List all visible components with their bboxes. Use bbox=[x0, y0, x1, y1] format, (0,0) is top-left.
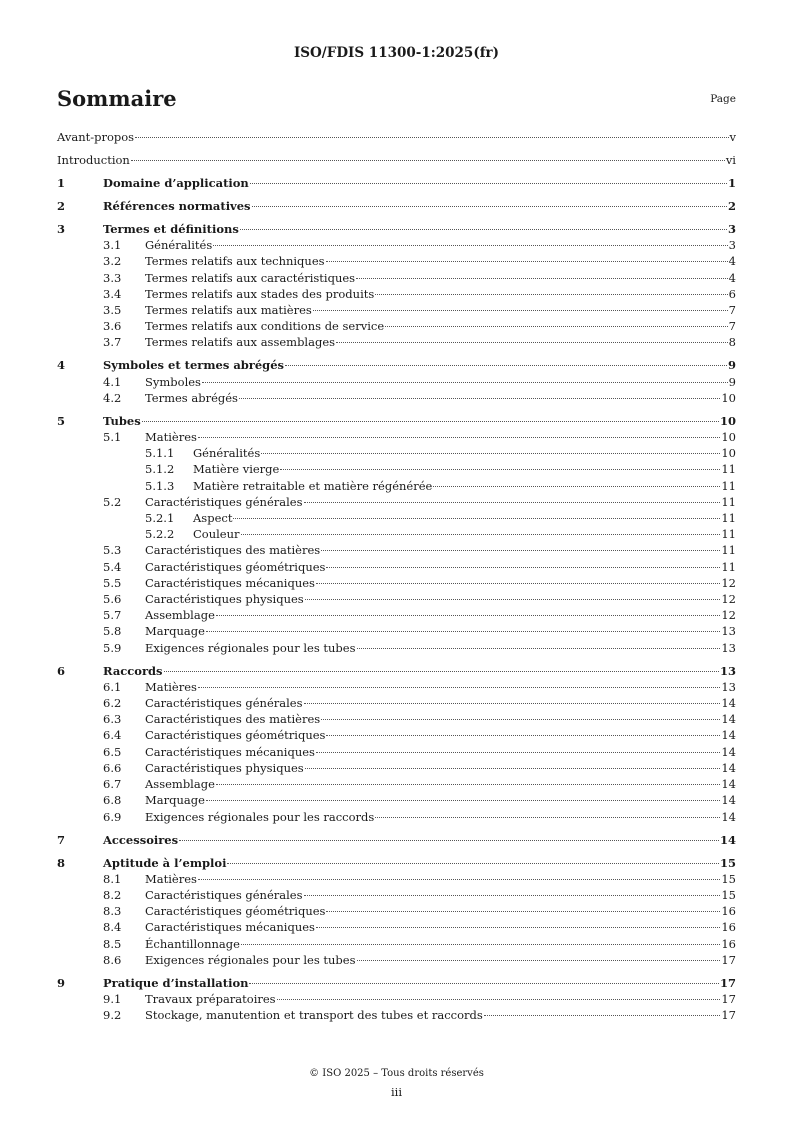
toc-dot-leader bbox=[321, 550, 720, 551]
toc-entry-label[interactable]: Généralités bbox=[193, 446, 261, 461]
toc-entry-page[interactable]: 17 bbox=[721, 952, 736, 967]
toc-entry[interactable] bbox=[57, 640, 736, 656]
toc-dot-leader bbox=[239, 398, 720, 399]
toc-entry-number: 5.6 bbox=[103, 592, 122, 607]
toc-dot-leader bbox=[250, 183, 727, 184]
toc-entry-number: 8.6 bbox=[103, 952, 122, 967]
toc-entry-label[interactable]: Couleur bbox=[193, 527, 240, 542]
toc-entry[interactable] bbox=[57, 542, 736, 558]
toc-entry-label[interactable]: Exigences régionales pour les raccords bbox=[145, 809, 375, 824]
toc-entry-number: 5.1.3 bbox=[145, 478, 175, 493]
toc-entry-number: 5.2 bbox=[103, 494, 122, 509]
toc-dot-leader bbox=[206, 800, 720, 801]
toc-dot-leader bbox=[316, 927, 720, 928]
toc-dot-leader bbox=[241, 534, 721, 535]
toc-dot-leader bbox=[304, 502, 721, 503]
toc-dot-leader bbox=[179, 840, 719, 841]
toc-entry-label[interactable]: Matières bbox=[145, 430, 197, 445]
toc-dot-leader bbox=[433, 486, 720, 487]
toc-entry-label[interactable]: Aspect bbox=[193, 511, 233, 526]
toc-entry-page[interactable]: 4 bbox=[728, 270, 736, 285]
toc-entry-page[interactable]: 13 bbox=[719, 663, 736, 678]
toc-entry-number: 5.4 bbox=[103, 559, 122, 574]
toc-entry[interactable] bbox=[57, 711, 736, 727]
toc-entry-number: 5.1 bbox=[103, 430, 122, 445]
toc-entry-page[interactable]: 14 bbox=[721, 793, 736, 808]
toc-entry-number: 9.2 bbox=[103, 1008, 122, 1023]
toc-entry-label[interactable]: Termes relatifs aux techniques bbox=[145, 254, 325, 269]
toc-entry-label[interactable]: Caractéristiques géométriques bbox=[145, 728, 326, 743]
toc-entry[interactable] bbox=[57, 991, 736, 1007]
toc-entry-number: 6.3 bbox=[103, 712, 122, 727]
toc-entry-label[interactable]: Tubes bbox=[103, 413, 141, 428]
toc-entry[interactable] bbox=[57, 727, 736, 743]
toc-entry-label[interactable]: Caractéristiques géométriques bbox=[145, 904, 326, 919]
toc-entry-number: 5.2.2 bbox=[145, 527, 175, 542]
toc-entry-page[interactable]: 12 bbox=[721, 608, 736, 623]
toc-entry[interactable] bbox=[57, 1007, 736, 1023]
toc-entry-label[interactable]: Avant-propos bbox=[57, 130, 135, 144]
toc-entry-label[interactable]: Domaine d’application bbox=[103, 176, 249, 190]
toc-entry-page[interactable]: 12 bbox=[721, 575, 736, 590]
toc-entry-page[interactable]: 10 bbox=[721, 446, 736, 461]
toc-entry-page[interactable]: 14 bbox=[721, 744, 736, 759]
toc-dot-leader bbox=[280, 469, 720, 470]
toc-entry-label[interactable]: Introduction bbox=[57, 153, 130, 167]
toc-entry-page[interactable]: 11 bbox=[721, 527, 736, 542]
toc-dot-leader bbox=[484, 1015, 721, 1016]
toc-entry[interactable] bbox=[57, 318, 736, 334]
toc-entry-label[interactable]: Pratique d’installation bbox=[103, 975, 249, 990]
toc-entry-label[interactable]: Caractéristiques des matières bbox=[145, 543, 321, 558]
toc-entry-label[interactable]: Caractéristiques générales bbox=[145, 887, 303, 902]
toc-dot-leader bbox=[198, 687, 720, 688]
toc-entry-page[interactable]: 3 bbox=[727, 222, 736, 236]
toc-entry-number: 5.7 bbox=[103, 608, 122, 623]
toc-entry-page[interactable]: 6 bbox=[728, 286, 736, 301]
toc-entry-label[interactable]: Caractéristiques mécaniques bbox=[145, 744, 315, 759]
toc-entry-number: 5.9 bbox=[103, 640, 122, 655]
toc-entry-number: 5.1.2 bbox=[145, 462, 175, 477]
toc-dot-leader bbox=[326, 911, 720, 912]
toc-entry-label[interactable]: Marquage bbox=[145, 624, 205, 639]
toc-entry-label[interactable]: Symboles et termes abrégés bbox=[103, 358, 285, 373]
toc-dot-leader bbox=[198, 879, 720, 880]
toc-entry[interactable] bbox=[57, 237, 736, 253]
toc-entry-page[interactable]: vi bbox=[725, 153, 736, 167]
toc-entry[interactable] bbox=[57, 253, 736, 269]
toc-entry-number: 6.4 bbox=[103, 728, 122, 743]
toc-entry-number: 8 bbox=[57, 855, 66, 870]
toc-entry-number: 6.6 bbox=[103, 760, 122, 775]
toc-entry-label[interactable]: Travaux préparatoires bbox=[145, 991, 276, 1006]
toc-entry-label[interactable]: Caractéristiques mécaniques bbox=[145, 575, 315, 590]
toc-dot-leader bbox=[240, 229, 727, 230]
toc-dot-leader bbox=[357, 648, 721, 649]
toc-entry-page[interactable]: 2 bbox=[727, 199, 736, 213]
toc-entry-page[interactable]: 13 bbox=[721, 679, 736, 694]
toc-entry[interactable] bbox=[57, 903, 736, 919]
toc-entry-label[interactable]: Échantillonnage bbox=[145, 936, 240, 951]
toc-entry-page[interactable]: 9 bbox=[728, 374, 736, 389]
toc-entry-page[interactable]: 14 bbox=[721, 809, 736, 824]
toc-entry[interactable] bbox=[57, 198, 736, 214]
toc-entry[interactable] bbox=[57, 809, 736, 825]
toc-entry[interactable] bbox=[57, 429, 736, 445]
toc-entry-number: 6.9 bbox=[103, 809, 122, 824]
page-title: Sommaire bbox=[57, 86, 177, 111]
toc-entry-label[interactable]: Références normatives bbox=[103, 199, 251, 213]
toc-entry-number: 5.1.1 bbox=[145, 446, 175, 461]
toc-entry[interactable] bbox=[57, 679, 736, 695]
toc-entry-number: 3 bbox=[57, 222, 66, 236]
toc-entry[interactable] bbox=[57, 792, 736, 808]
toc-dot-leader bbox=[326, 261, 728, 262]
toc-entry-label[interactable]: Exigences régionales pour les tubes bbox=[145, 640, 356, 655]
toc-entry-page[interactable]: 14 bbox=[721, 777, 736, 792]
toc-entry-page[interactable]: 14 bbox=[721, 728, 736, 743]
toc-entry[interactable] bbox=[57, 744, 736, 760]
toc-entry[interactable] bbox=[57, 390, 736, 406]
toc-dot-leader bbox=[249, 983, 719, 984]
toc-entry-number: 3.6 bbox=[103, 319, 122, 334]
toc-entry-page[interactable]: 15 bbox=[721, 887, 736, 902]
toc-dot-leader bbox=[261, 453, 720, 454]
toc-dot-leader bbox=[385, 326, 728, 327]
toc-entry-page[interactable]: 14 bbox=[721, 712, 736, 727]
toc-entry-number: 5.3 bbox=[103, 543, 122, 558]
toc-entry-page[interactable]: 14 bbox=[719, 832, 736, 847]
table-of-contents bbox=[57, 129, 736, 1023]
toc-dot-leader bbox=[206, 631, 720, 632]
toc-dot-leader bbox=[198, 437, 720, 438]
toc-entry[interactable] bbox=[57, 575, 736, 591]
toc-entry-number: 8.5 bbox=[103, 936, 122, 951]
toc-entry-label[interactable]: Caractéristiques générales bbox=[145, 494, 303, 509]
toc-entry-number: 3.3 bbox=[103, 270, 122, 285]
toc-entry-page[interactable]: 14 bbox=[721, 696, 736, 711]
toc-entry-number: 3.4 bbox=[103, 286, 122, 301]
toc-entry-page[interactable]: 9 bbox=[727, 358, 736, 373]
toc-dot-leader bbox=[252, 206, 727, 207]
toc-entry-label[interactable]: Assemblage bbox=[145, 608, 215, 623]
toc-entry-number: 6.2 bbox=[103, 696, 122, 711]
toc-dot-leader bbox=[233, 518, 720, 519]
toc-entry-page[interactable]: 4 bbox=[728, 254, 736, 269]
toc-entry[interactable] bbox=[57, 952, 736, 968]
toc-entry[interactable] bbox=[57, 221, 736, 237]
toc-entry-number: 3.7 bbox=[103, 335, 122, 350]
toc-entry[interactable] bbox=[57, 413, 736, 429]
toc-entry-label[interactable]: Stockage, manutention et transport des tubes et raccords bbox=[145, 1008, 483, 1023]
toc-entry-label[interactable]: Caractéristiques physiques bbox=[145, 760, 304, 775]
toc-entry-label[interactable]: Exigences régionales pour les tubes bbox=[145, 952, 356, 967]
toc-entry-page[interactable]: 1 bbox=[727, 176, 736, 190]
toc-dot-leader bbox=[316, 752, 720, 753]
toc-dot-leader bbox=[216, 784, 720, 785]
toc-dot-leader bbox=[202, 382, 728, 383]
toc-entry[interactable] bbox=[57, 607, 736, 623]
page-column-label: Page bbox=[710, 93, 736, 105]
toc-entry[interactable] bbox=[57, 510, 736, 526]
document-header: ISO/FDIS 11300-1:2025(fr) bbox=[293, 45, 500, 61]
toc-entry-number: 6.1 bbox=[103, 679, 122, 694]
toc-entry-number: 5.8 bbox=[103, 624, 122, 639]
toc-entry-number: 5.5 bbox=[103, 575, 122, 590]
toc-entry[interactable] bbox=[57, 152, 736, 168]
toc-entry-page[interactable]: 10 bbox=[719, 413, 736, 428]
toc-entry-page[interactable]: 3 bbox=[728, 238, 736, 253]
toc-dot-leader bbox=[326, 567, 720, 568]
toc-entry[interactable] bbox=[57, 591, 736, 607]
footer-page-number: iii bbox=[390, 1085, 403, 1099]
toc-entry-label[interactable]: Symboles bbox=[145, 374, 201, 389]
toc-entry-page[interactable]: 11 bbox=[721, 478, 736, 493]
toc-entry-label[interactable]: Matière vierge bbox=[193, 462, 280, 477]
toc-entry[interactable] bbox=[57, 357, 736, 373]
toc-dot-leader bbox=[213, 245, 727, 246]
toc-entry-label[interactable]: Accessoires bbox=[103, 832, 179, 847]
toc-entry-page[interactable]: 11 bbox=[721, 462, 736, 477]
toc-dot-leader bbox=[241, 944, 720, 945]
toc-entry-page[interactable]: 8 bbox=[728, 335, 736, 350]
toc-dot-leader bbox=[285, 365, 727, 366]
toc-entry-number: 8.1 bbox=[103, 871, 122, 886]
toc-entry[interactable] bbox=[57, 832, 736, 848]
toc-entry-number: 9 bbox=[57, 975, 66, 990]
toc-dot-leader bbox=[357, 960, 721, 961]
toc-dot-leader bbox=[227, 863, 719, 864]
toc-dot-leader bbox=[277, 999, 721, 1000]
toc-entry-number: 7 bbox=[57, 832, 66, 847]
toc-entry-number: 1 bbox=[57, 176, 66, 190]
toc-entry-label[interactable]: Termes relatifs aux stades des produits bbox=[145, 286, 375, 301]
toc-dot-leader bbox=[316, 583, 720, 584]
toc-entry-number: 5.2.1 bbox=[145, 511, 175, 526]
toc-entry-page[interactable]: 7 bbox=[728, 303, 736, 318]
toc-entry-label[interactable]: Caractéristiques des matières bbox=[145, 712, 321, 727]
toc-entry-label[interactable]: Marquage bbox=[145, 793, 205, 808]
toc-entry-number: 6.5 bbox=[103, 744, 122, 759]
toc-entry[interactable] bbox=[57, 919, 736, 935]
toc-dot-leader bbox=[356, 278, 728, 279]
toc-entry[interactable] bbox=[57, 302, 736, 318]
toc-entry-number: 9.1 bbox=[103, 991, 122, 1006]
toc-entry[interactable] bbox=[57, 936, 736, 952]
toc-entry-number: 4.1 bbox=[103, 374, 122, 389]
toc-entry-number: 8.2 bbox=[103, 887, 122, 902]
toc-entry-page[interactable]: 15 bbox=[721, 871, 736, 886]
toc-entry-page[interactable]: 15 bbox=[719, 855, 736, 870]
toc-entry[interactable] bbox=[57, 975, 736, 991]
toc-entry[interactable] bbox=[57, 494, 736, 510]
toc-entry-page[interactable]: 16 bbox=[721, 904, 736, 919]
toc-entry-number: 8.4 bbox=[103, 920, 122, 935]
toc-entry[interactable] bbox=[57, 129, 736, 145]
toc-entry[interactable] bbox=[57, 374, 736, 390]
toc-entry-page[interactable]: 10 bbox=[721, 390, 736, 405]
toc-entry-number: 3.1 bbox=[103, 238, 122, 253]
toc-dot-leader bbox=[313, 310, 728, 311]
toc-dot-leader bbox=[142, 421, 719, 422]
toc-entry[interactable] bbox=[57, 445, 736, 461]
toc-entry[interactable] bbox=[57, 334, 736, 350]
toc-entry[interactable] bbox=[57, 760, 736, 776]
toc-entry-page[interactable]: 17 bbox=[719, 975, 736, 990]
toc-entry-label[interactable]: Caractéristiques géométriques bbox=[145, 559, 326, 574]
toc-entry-page[interactable]: 17 bbox=[721, 991, 736, 1006]
toc-entry-page[interactable]: 16 bbox=[721, 936, 736, 951]
toc-entry-label[interactable]: Termes abrégés bbox=[145, 390, 238, 405]
toc-entry-label[interactable]: Matières bbox=[145, 871, 197, 886]
toc-entry[interactable] bbox=[57, 663, 736, 679]
toc-entry-page[interactable]: 14 bbox=[721, 760, 736, 775]
toc-dot-leader bbox=[216, 615, 720, 616]
toc-entry-label[interactable]: Termes relatifs aux conditions de service bbox=[145, 319, 385, 334]
toc-entry-page[interactable]: 7 bbox=[728, 319, 736, 334]
toc-dot-leader bbox=[305, 768, 721, 769]
toc-entry[interactable] bbox=[57, 175, 736, 191]
toc-entry-label[interactable]: Raccords bbox=[103, 663, 163, 678]
toc-entry-number: 6.7 bbox=[103, 777, 122, 792]
toc-dot-leader bbox=[304, 703, 721, 704]
toc-dot-leader bbox=[304, 895, 721, 896]
toc-entry-number: 5 bbox=[57, 413, 66, 428]
toc-entry-number: 4.2 bbox=[103, 390, 122, 405]
toc-entry[interactable] bbox=[57, 461, 736, 477]
toc-entry-label[interactable]: Termes relatifs aux caractéristiques bbox=[145, 270, 356, 285]
toc-entry-number: 3.5 bbox=[103, 303, 122, 318]
toc-entry-label[interactable]: Assemblage bbox=[145, 777, 215, 792]
toc-entry[interactable] bbox=[57, 871, 736, 887]
toc-entry-page[interactable]: 11 bbox=[721, 543, 736, 558]
toc-entry-number: 4 bbox=[57, 358, 66, 373]
toc-entry-label[interactable]: Termes et définitions bbox=[103, 222, 239, 236]
toc-entry-label[interactable]: Caractéristiques mécaniques bbox=[145, 920, 315, 935]
toc-entry-number: 3.2 bbox=[103, 254, 122, 269]
toc-entry-label[interactable]: Termes relatifs aux assemblages bbox=[145, 335, 336, 350]
toc-entry-label[interactable]: Matière retraitable et matière régénérée bbox=[193, 478, 433, 493]
toc-entry-page[interactable]: 11 bbox=[721, 511, 736, 526]
toc-entry-page[interactable]: 10 bbox=[721, 430, 736, 445]
toc-entry-page[interactable]: 17 bbox=[721, 1008, 736, 1023]
toc-dot-leader bbox=[375, 817, 720, 818]
toc-entry[interactable] bbox=[57, 623, 736, 639]
toc-entry[interactable] bbox=[57, 695, 736, 711]
toc-dot-leader bbox=[131, 160, 725, 161]
toc-entry[interactable] bbox=[57, 286, 736, 302]
toc-entry-page[interactable]: 13 bbox=[721, 640, 736, 655]
toc-entry[interactable] bbox=[57, 887, 736, 903]
toc-entry-page[interactable]: 16 bbox=[721, 920, 736, 935]
toc-entry-label[interactable]: Matières bbox=[145, 679, 197, 694]
toc-entry-page[interactable]: 11 bbox=[721, 494, 736, 509]
toc-entry-label[interactable]: Caractéristiques physiques bbox=[145, 592, 304, 607]
toc-entry-label[interactable]: Termes relatifs aux matières bbox=[145, 303, 312, 318]
toc-dot-leader bbox=[326, 735, 720, 736]
toc-entry-page[interactable]: 12 bbox=[721, 592, 736, 607]
toc-dot-leader bbox=[135, 137, 728, 138]
toc-entry[interactable] bbox=[57, 478, 736, 494]
toc-entry[interactable] bbox=[57, 559, 736, 575]
toc-entry-number: 2 bbox=[57, 199, 66, 213]
toc-dot-leader bbox=[305, 599, 721, 600]
toc-entry-label[interactable]: Généralités bbox=[145, 238, 213, 253]
toc-entry-page[interactable]: 13 bbox=[721, 624, 736, 639]
footer-copyright: © ISO 2025 – Tous droits réservés bbox=[309, 1068, 484, 1079]
toc-entry[interactable] bbox=[57, 776, 736, 792]
toc-entry[interactable] bbox=[57, 855, 736, 871]
toc-entry-number: 6 bbox=[57, 663, 66, 678]
toc-entry-page[interactable]: v bbox=[729, 130, 736, 144]
toc-entry-label[interactable]: Aptitude à l’emploi bbox=[103, 855, 227, 870]
toc-entry-page[interactable]: 11 bbox=[721, 559, 736, 574]
toc-entry-label[interactable]: Caractéristiques générales bbox=[145, 696, 303, 711]
toc-entry-number: 6.8 bbox=[103, 793, 122, 808]
toc-entry-number: 8.3 bbox=[103, 904, 122, 919]
toc-dot-leader bbox=[336, 342, 728, 343]
toc-dot-leader bbox=[375, 294, 727, 295]
toc-entry[interactable] bbox=[57, 270, 736, 286]
toc-dot-leader bbox=[164, 671, 719, 672]
toc-dot-leader bbox=[321, 719, 720, 720]
toc-entry[interactable] bbox=[57, 526, 736, 542]
